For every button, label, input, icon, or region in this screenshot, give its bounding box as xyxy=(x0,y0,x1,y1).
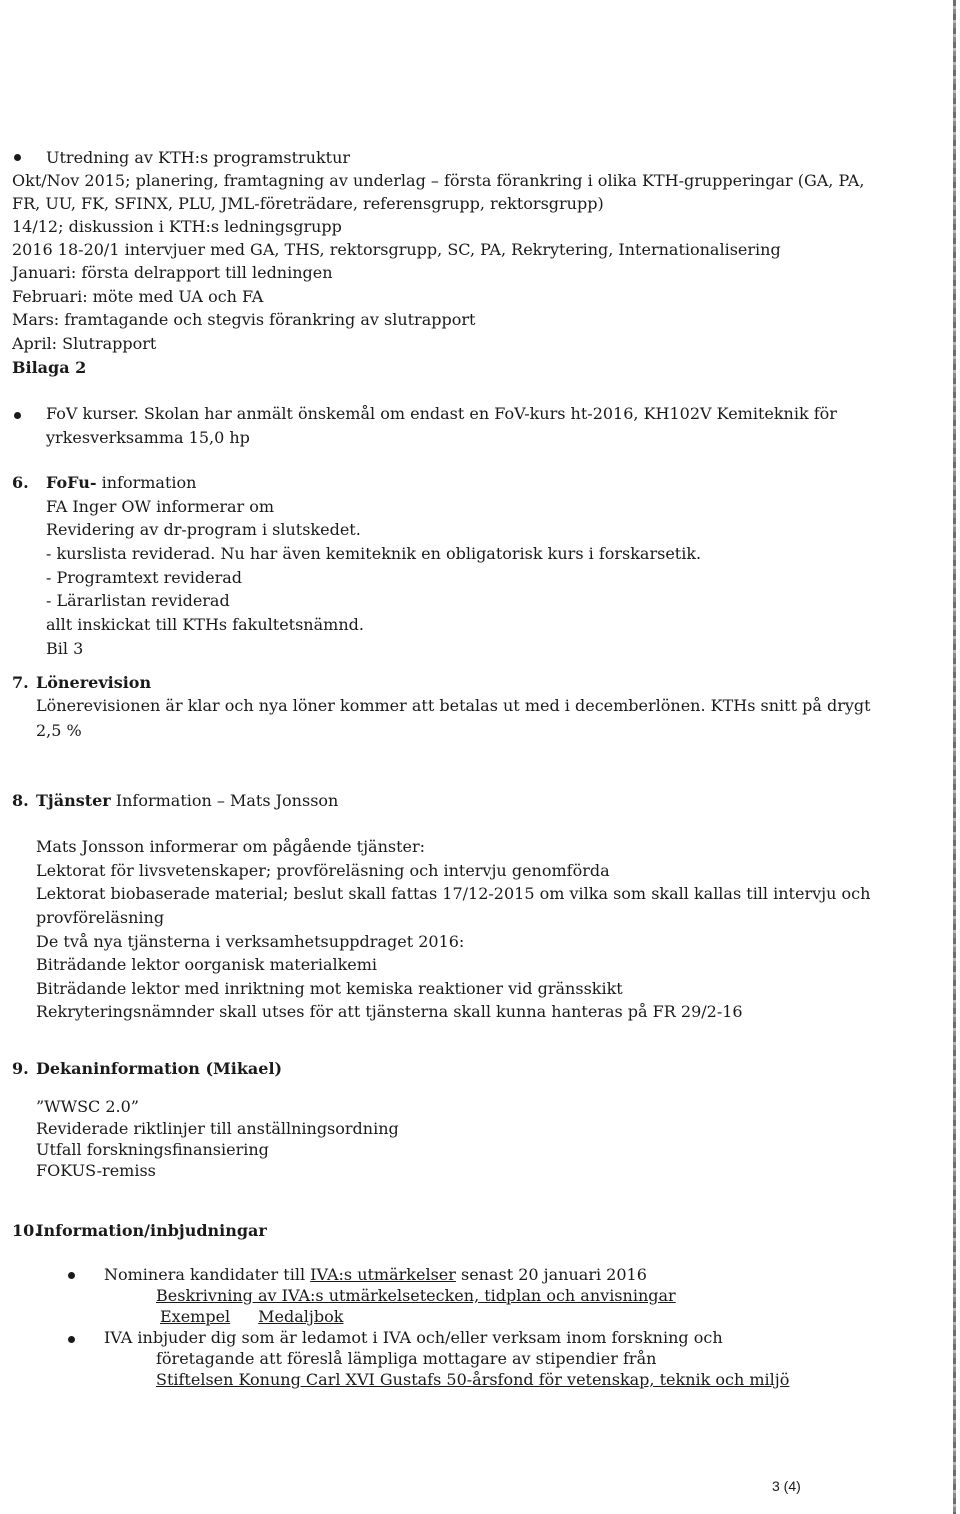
utredning-line: Februari: möte med UA och FA xyxy=(12,287,264,306)
section-number: 10. xyxy=(12,1221,40,1240)
section-9-line: Utfall forskningsfinansiering xyxy=(36,1140,269,1159)
section-6-title-bold: FoFu- xyxy=(46,473,97,492)
nominate-line xyxy=(104,1264,647,1286)
foundation-row xyxy=(156,1369,789,1391)
iva-awards-link[interactable]: IVA:s utmärkelser xyxy=(310,1265,456,1284)
iva-invite-line: IVA inbjuder dig som är ledamot i IVA och/eller verksam inom forskning och xyxy=(104,1328,723,1347)
section-6-line: allt inskickat till KTHs fakultetsnämnd. xyxy=(46,615,364,634)
section-8-line: provföreläsning xyxy=(36,908,165,927)
section-6-title xyxy=(46,472,196,494)
section-6-line: FA Inger OW informerar om xyxy=(46,497,275,516)
foundation-link[interactable]: Stiftelsen Konung Carl XVI Gustafs 50-årsfond för vetenskap, teknik och miljö xyxy=(156,1370,790,1389)
section-9-title: Dekaninformation (Mikael) xyxy=(36,1059,283,1078)
section-8-title-rest: Information – Mats Jonsson xyxy=(110,791,339,810)
section-8-title xyxy=(36,790,338,812)
section-6-line: - Programtext reviderad xyxy=(46,568,242,587)
section-8-line: Lektorat för livsvetenskaper; provföreläsning och intervju genomförda xyxy=(36,861,610,880)
section-9-line: ”WWSC 2.0” xyxy=(36,1097,139,1116)
section-9-line: Reviderade riktlinjer till anställningsordning xyxy=(36,1119,399,1138)
bullet-icon xyxy=(68,1336,75,1343)
awards-description-link[interactable]: Beskrivning av IVA:s utmärkelsetecken, tidplan och anvisningar xyxy=(156,1286,676,1305)
section-6-line: - Lärarlistan reviderad xyxy=(46,591,230,610)
section-6-line: Revidering av dr-program i slutskedet. xyxy=(46,520,361,539)
utredning-line: April: Slutrapport xyxy=(12,334,157,353)
section-6-line: - kurslista reviderad. Nu har även kemiteknik en obligatorisk kurs i forskarsetik. xyxy=(46,544,702,563)
bullet-icon xyxy=(14,154,21,161)
section-8-line: De två nya tjänsterna i verksamhetsuppdraget 2016: xyxy=(36,932,465,951)
section-number: 7. xyxy=(12,673,29,692)
page-number: 3 (4) xyxy=(772,1478,801,1494)
bullet-icon xyxy=(14,412,21,419)
section-8-line: Biträdande lektor med inriktning mot kemiska reaktioner vid gränsskikt xyxy=(36,979,623,998)
nominate-pre: Nominera kandidater till xyxy=(104,1265,311,1284)
utredning-line: Januari: första delrapport till ledningen xyxy=(12,263,333,282)
section-number: 8. xyxy=(12,791,29,810)
section-6-title-rest: information xyxy=(96,473,197,492)
utredning-line: Mars: framtagande och stegvis förankring av slutrapport xyxy=(12,310,476,329)
section-8-line: Lektorat biobaserade material; beslut skall fattas 17/12-2015 om vilka som skall kallas till intervju och xyxy=(36,884,871,903)
section-7-line: 2,5 % xyxy=(36,721,82,740)
section-7-line: Lönerevisionen är klar och nya löner kommer att betalas ut med i decemberlönen. KTHs snitt på drygt xyxy=(36,696,871,715)
fov-line: yrkesverksamma 15,0 hp xyxy=(46,428,250,447)
utredning-line: 2016 18-20/1 intervjuer med GA, THS, rektorsgrupp, SC, PA, Rekrytering, Internationalisering xyxy=(12,240,781,259)
section-8-line: Mats Jonsson informerar om pågående tjänster: xyxy=(36,837,426,856)
section-8-line: Rekryteringsnämnder skall utses för att tjänsterna skall kunna hanteras på FR 29/2-16 xyxy=(36,1002,743,1021)
bullet-icon xyxy=(68,1272,75,1279)
section-number: 6. xyxy=(12,473,29,492)
medal-book-link[interactable]: Medaljbok xyxy=(258,1307,344,1326)
utredning-heading: Utredning av KTH:s programstruktur xyxy=(46,148,351,167)
section-9-line: FOKUS-remiss xyxy=(36,1161,156,1180)
section-number: 9. xyxy=(12,1059,29,1078)
bil-label: Bil 3 xyxy=(46,639,84,658)
section-8-title-bold: Tjänster xyxy=(36,791,111,810)
example-link[interactable]: Exempel xyxy=(160,1307,231,1326)
fov-line: FoV kurser. Skolan har anmält önskemål om endast en FoV-kurs ht-2016, KH102V Kemiteknik för xyxy=(46,404,837,423)
section-10-title: Information/inbjudningar xyxy=(36,1221,267,1240)
scan-edge xyxy=(953,0,956,1514)
nominate-post: senast 20 januari 2016 xyxy=(455,1265,647,1284)
awards-description-row xyxy=(156,1285,676,1307)
utredning-line: FR, UU, FK, SFINX, PLU, JML-företrädare, referensgrupp, rektorsgrupp) xyxy=(12,194,604,213)
utredning-line: Okt/Nov 2015; planering, framtagning av underlag – första förankring i olika KTH-grupperingar (GA, PA, xyxy=(12,171,865,190)
awards-links-row xyxy=(160,1306,343,1328)
bilaga-label: Bilaga 2 xyxy=(12,358,87,377)
utredning-line: 14/12; diskussion i KTH:s ledningsgrupp xyxy=(12,217,342,236)
section-7-title: Lönerevision xyxy=(36,673,152,692)
iva-invite-line: företagande att föreslå lämpliga mottagare av stipendier från xyxy=(156,1349,657,1368)
section-8-line: Biträdande lektor oorganisk materialkemi xyxy=(36,955,378,974)
